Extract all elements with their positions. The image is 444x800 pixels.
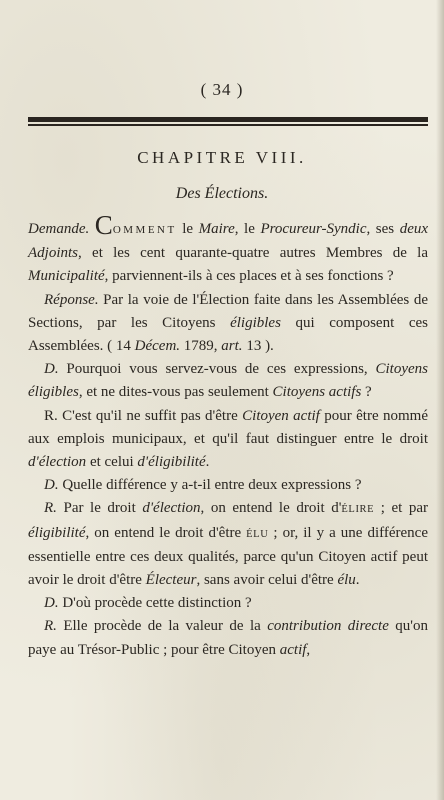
paragraph-answer-3 [28, 615, 428, 661]
text-run: pour être nommé aux emplois municipaux, et qu'il faut distinguer entre le droit [28, 407, 428, 447]
text-run: Elle procède de la valeur de la [56, 618, 268, 635]
italic-term: Citoyens actifs [272, 384, 362, 401]
speaker-label: Réponse. [44, 291, 99, 308]
text-run: ; or, il y a une différence essentielle entre ces deux qualités, parce qu'un Citoyen actif peut avoir le droit d'être [28, 524, 428, 589]
text-run: , parviennent-ils à ces places et à ses fonctions ? [104, 268, 394, 285]
text-run: D'où procède cette distinction ? [58, 595, 252, 612]
text-run: ; et par [374, 500, 429, 517]
page-edge-shadow [436, 0, 444, 800]
text-run: et celui [86, 454, 138, 471]
text-run: le [176, 221, 199, 237]
italic-term: Décem. [134, 338, 181, 355]
speaker-label: D. [44, 361, 59, 378]
text-run: , ses [366, 221, 400, 237]
paragraph-question-2 [28, 474, 428, 497]
text-run: , le [234, 221, 261, 237]
rule-thin-line [28, 124, 428, 126]
initial-capital: C [94, 210, 113, 240]
paragraph-answer-1 [28, 405, 428, 475]
text-run: C'est qu'il ne suffit pas d'être [57, 407, 243, 424]
italic-term: Citoyen actif [242, 407, 320, 424]
italic-term: contribution directe [267, 618, 389, 635]
italic-term: art. [221, 338, 243, 355]
italic-term: deux Adjoints [28, 221, 429, 262]
italic-term: Procureur-Syndic [260, 221, 367, 237]
text-run: Par la voie de l'Élection faite dans les Assemblées de Sections, par les Citoyens [28, 291, 428, 331]
text-run: , [306, 641, 311, 658]
italic-term: d'éligibilité [137, 454, 206, 471]
italic-term: Municipalité [28, 268, 105, 285]
italic-term: éligibles [230, 314, 281, 331]
speaker-label: D. [44, 477, 59, 494]
rule-thick-line [28, 117, 428, 122]
small-caps-word: ÉLU [246, 528, 269, 540]
text-run: Pourquoi vous servez-vous de ces expressions, [58, 361, 376, 378]
text-run: Par le droit [56, 500, 143, 517]
text-run: ? [361, 384, 372, 401]
section-heading: Des Élections. [175, 185, 269, 202]
speaker-label: D. [44, 595, 59, 612]
speaker-label: R. [44, 407, 58, 424]
header-double-rule [28, 117, 428, 127]
text-run: 13 ). [242, 338, 274, 355]
small-caps-word: OMMENT [112, 224, 177, 236]
italic-term: d'élection [28, 454, 87, 471]
text-run: . [205, 454, 210, 471]
italic-term: éligibilité [28, 524, 86, 541]
text-run: , et les cent quarante-quatre autres Membres de la [78, 245, 428, 262]
speaker-label: Demande. [28, 221, 90, 237]
paragraph-question-1 [28, 358, 428, 404]
italic-term: d'élection [142, 500, 201, 517]
text-run: 1789, [180, 338, 222, 355]
text-run: qu'on paye au Trésor-Public ; pour être Citoyen [28, 618, 428, 658]
chapter-heading: CHAPITRE VIII. [137, 148, 307, 167]
italic-term: actif [279, 641, 307, 658]
text-run: qui composent ces Assemblées. ( 14 [28, 314, 428, 355]
text-run: . [355, 572, 360, 589]
small-caps-word: ÉLIRE [341, 504, 375, 516]
body-text [28, 210, 429, 662]
paragraph-answer-2 [28, 497, 428, 592]
italic-term: Maire [198, 221, 235, 237]
text-run: Quelle différence y a-t-il entre deux expressions ? [58, 477, 362, 494]
italic-term: Électeur [145, 572, 197, 589]
page-number: ( 34 ) [200, 80, 244, 99]
paragraph-demande [28, 210, 429, 289]
text-run: , on entend le droit d' [200, 500, 342, 517]
text-run: , on entend le droit d'être [85, 524, 247, 541]
italic-term: Citoyens éligibles [28, 361, 428, 401]
paragraph-question-3 [28, 592, 428, 615]
text-run: , sans avoir celui d'être [196, 572, 338, 589]
italic-term: élu [337, 572, 356, 589]
text-run: , et ne dites-vous pas seulement [78, 384, 273, 401]
paragraph-reponse [28, 289, 428, 359]
speaker-label: R. [44, 500, 57, 517]
speaker-label: R. [44, 618, 57, 635]
